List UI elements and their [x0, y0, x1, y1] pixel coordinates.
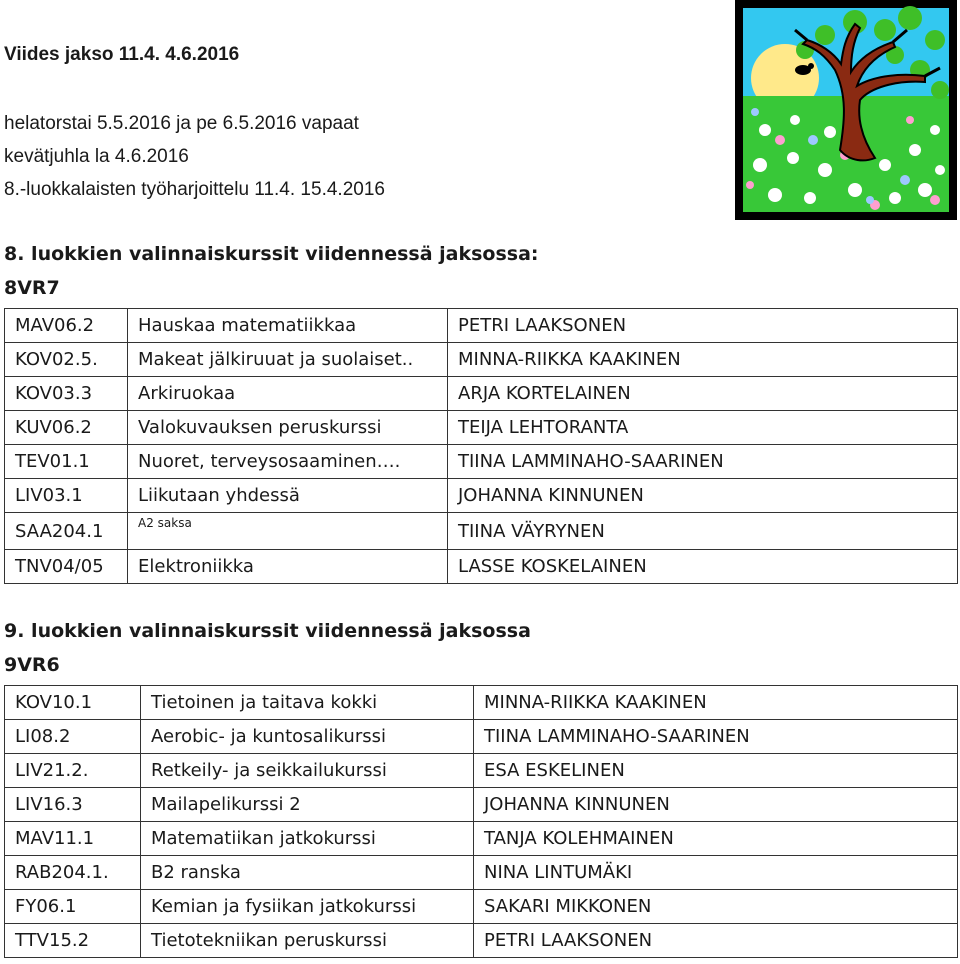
section8-table — [4, 308, 958, 584]
section8-group: 8VR7 — [4, 277, 60, 299]
cell-teacher: ARJA KORTELAINEN — [448, 377, 958, 411]
cell-code: RAB204.1. — [5, 856, 141, 890]
cell-teacher: PETRI LAAKSONEN — [474, 924, 958, 958]
cell-teacher: MINNA-RIIKKA KAAKINEN — [474, 686, 958, 720]
table-row — [5, 377, 958, 411]
section9-group: 9VR6 — [4, 654, 60, 676]
cell-teacher: TEIJA LEHTORANTA — [448, 411, 958, 445]
cell-code: TNV04/05 — [5, 550, 128, 584]
table-row — [5, 924, 958, 958]
cell-code: LIV21.2. — [5, 754, 141, 788]
cell-code: KUV06.2 — [5, 411, 128, 445]
cell-code: LI08.2 — [5, 720, 141, 754]
cell-course: Liikutaan yhdessä — [128, 479, 448, 513]
table-row — [5, 343, 958, 377]
cell-course: Aerobic- ja kuntosalikurssi — [141, 720, 474, 754]
cell-teacher: TIINA LAMMINAHO-SAARINEN — [474, 720, 958, 754]
info-spring-party: kevätjuhla la 4.6.2016 — [4, 146, 189, 167]
cell-course: B2 ranska — [141, 856, 474, 890]
cell-course: Elektroniikka — [128, 550, 448, 584]
cell-code: TTV15.2 — [5, 924, 141, 958]
cell-teacher: JOHANNA KINNUNEN — [448, 479, 958, 513]
cell-course: Tietoinen ja taitava kokki — [141, 686, 474, 720]
cell-course: Hauskaa matematiikkaa — [128, 309, 448, 343]
cell-course: A2 saksa — [128, 513, 448, 550]
table-row — [5, 550, 958, 584]
table-row — [5, 309, 958, 343]
cell-teacher: NINA LINTUMÄKI — [474, 856, 958, 890]
cell-code: LIV03.1 — [5, 479, 128, 513]
cell-course: Matematiikan jatkokurssi — [141, 822, 474, 856]
page-title: Viides jakso 11.4. 4.6.2016 — [4, 44, 240, 65]
cell-teacher: TIINA LAMMINAHO-SAARINEN — [448, 445, 958, 479]
table-row — [5, 788, 958, 822]
cell-teacher: JOHANNA KINNUNEN — [474, 788, 958, 822]
table-row — [5, 720, 958, 754]
table-row — [5, 890, 958, 924]
info-work-practice: 8.-luokkalaisten työharjoittelu 11.4. 15.4.2016 — [4, 179, 385, 200]
cell-teacher: SAKARI MIKKONEN — [474, 890, 958, 924]
cell-course: Makeat jälkiruuat ja suolaiset.. — [128, 343, 448, 377]
cell-course: Tietotekniikan peruskurssi — [141, 924, 474, 958]
section8-heading: 8. luokkien valinnaiskurssit viidennessä jaksossa: — [4, 243, 539, 265]
cell-teacher: MINNA-RIIKKA KAAKINEN — [448, 343, 958, 377]
table-row — [5, 856, 958, 890]
cell-code: MAV11.1 — [5, 822, 141, 856]
cell-teacher: ESA ESKELINEN — [474, 754, 958, 788]
cell-course: Valokuvauksen peruskurssi — [128, 411, 448, 445]
cell-teacher: TIINA VÄYRYNEN — [448, 513, 958, 550]
table-row — [5, 822, 958, 856]
cell-teacher: TANJA KOLEHMAINEN — [474, 822, 958, 856]
cell-course: Kemian ja fysiikan jatkokurssi — [141, 890, 474, 924]
cell-code: KOV03.3 — [5, 377, 128, 411]
table-row — [5, 411, 958, 445]
cell-code: KOV02.5. — [5, 343, 128, 377]
table-row — [5, 479, 958, 513]
table-row — [5, 513, 958, 550]
cell-code: MAV06.2 — [5, 309, 128, 343]
cell-course: Mailapelikurssi 2 — [141, 788, 474, 822]
cell-course: Arkiruokaa — [128, 377, 448, 411]
cell-teacher: LASSE KOSKELAINEN — [448, 550, 958, 584]
section9-table — [4, 685, 958, 958]
cell-course: Nuoret, terveysosaaminen…. — [128, 445, 448, 479]
cell-code: FY06.1 — [5, 890, 141, 924]
table-row — [5, 754, 958, 788]
spring-tree-icon — [735, 0, 957, 220]
table-row — [5, 686, 958, 720]
cell-code: KOV10.1 — [5, 686, 141, 720]
info-holiday: helatorstai 5.5.2016 ja pe 6.5.2016 vapaat — [4, 113, 359, 134]
cell-teacher: PETRI LAAKSONEN — [448, 309, 958, 343]
cell-course: Retkeily- ja seikkailukurssi — [141, 754, 474, 788]
cell-code: TEV01.1 — [5, 445, 128, 479]
cell-code: SAA204.1 — [5, 513, 128, 550]
cell-code: LIV16.3 — [5, 788, 141, 822]
section9-heading: 9. luokkien valinnaiskurssit viidennessä jaksossa — [4, 620, 531, 642]
table-row — [5, 445, 958, 479]
